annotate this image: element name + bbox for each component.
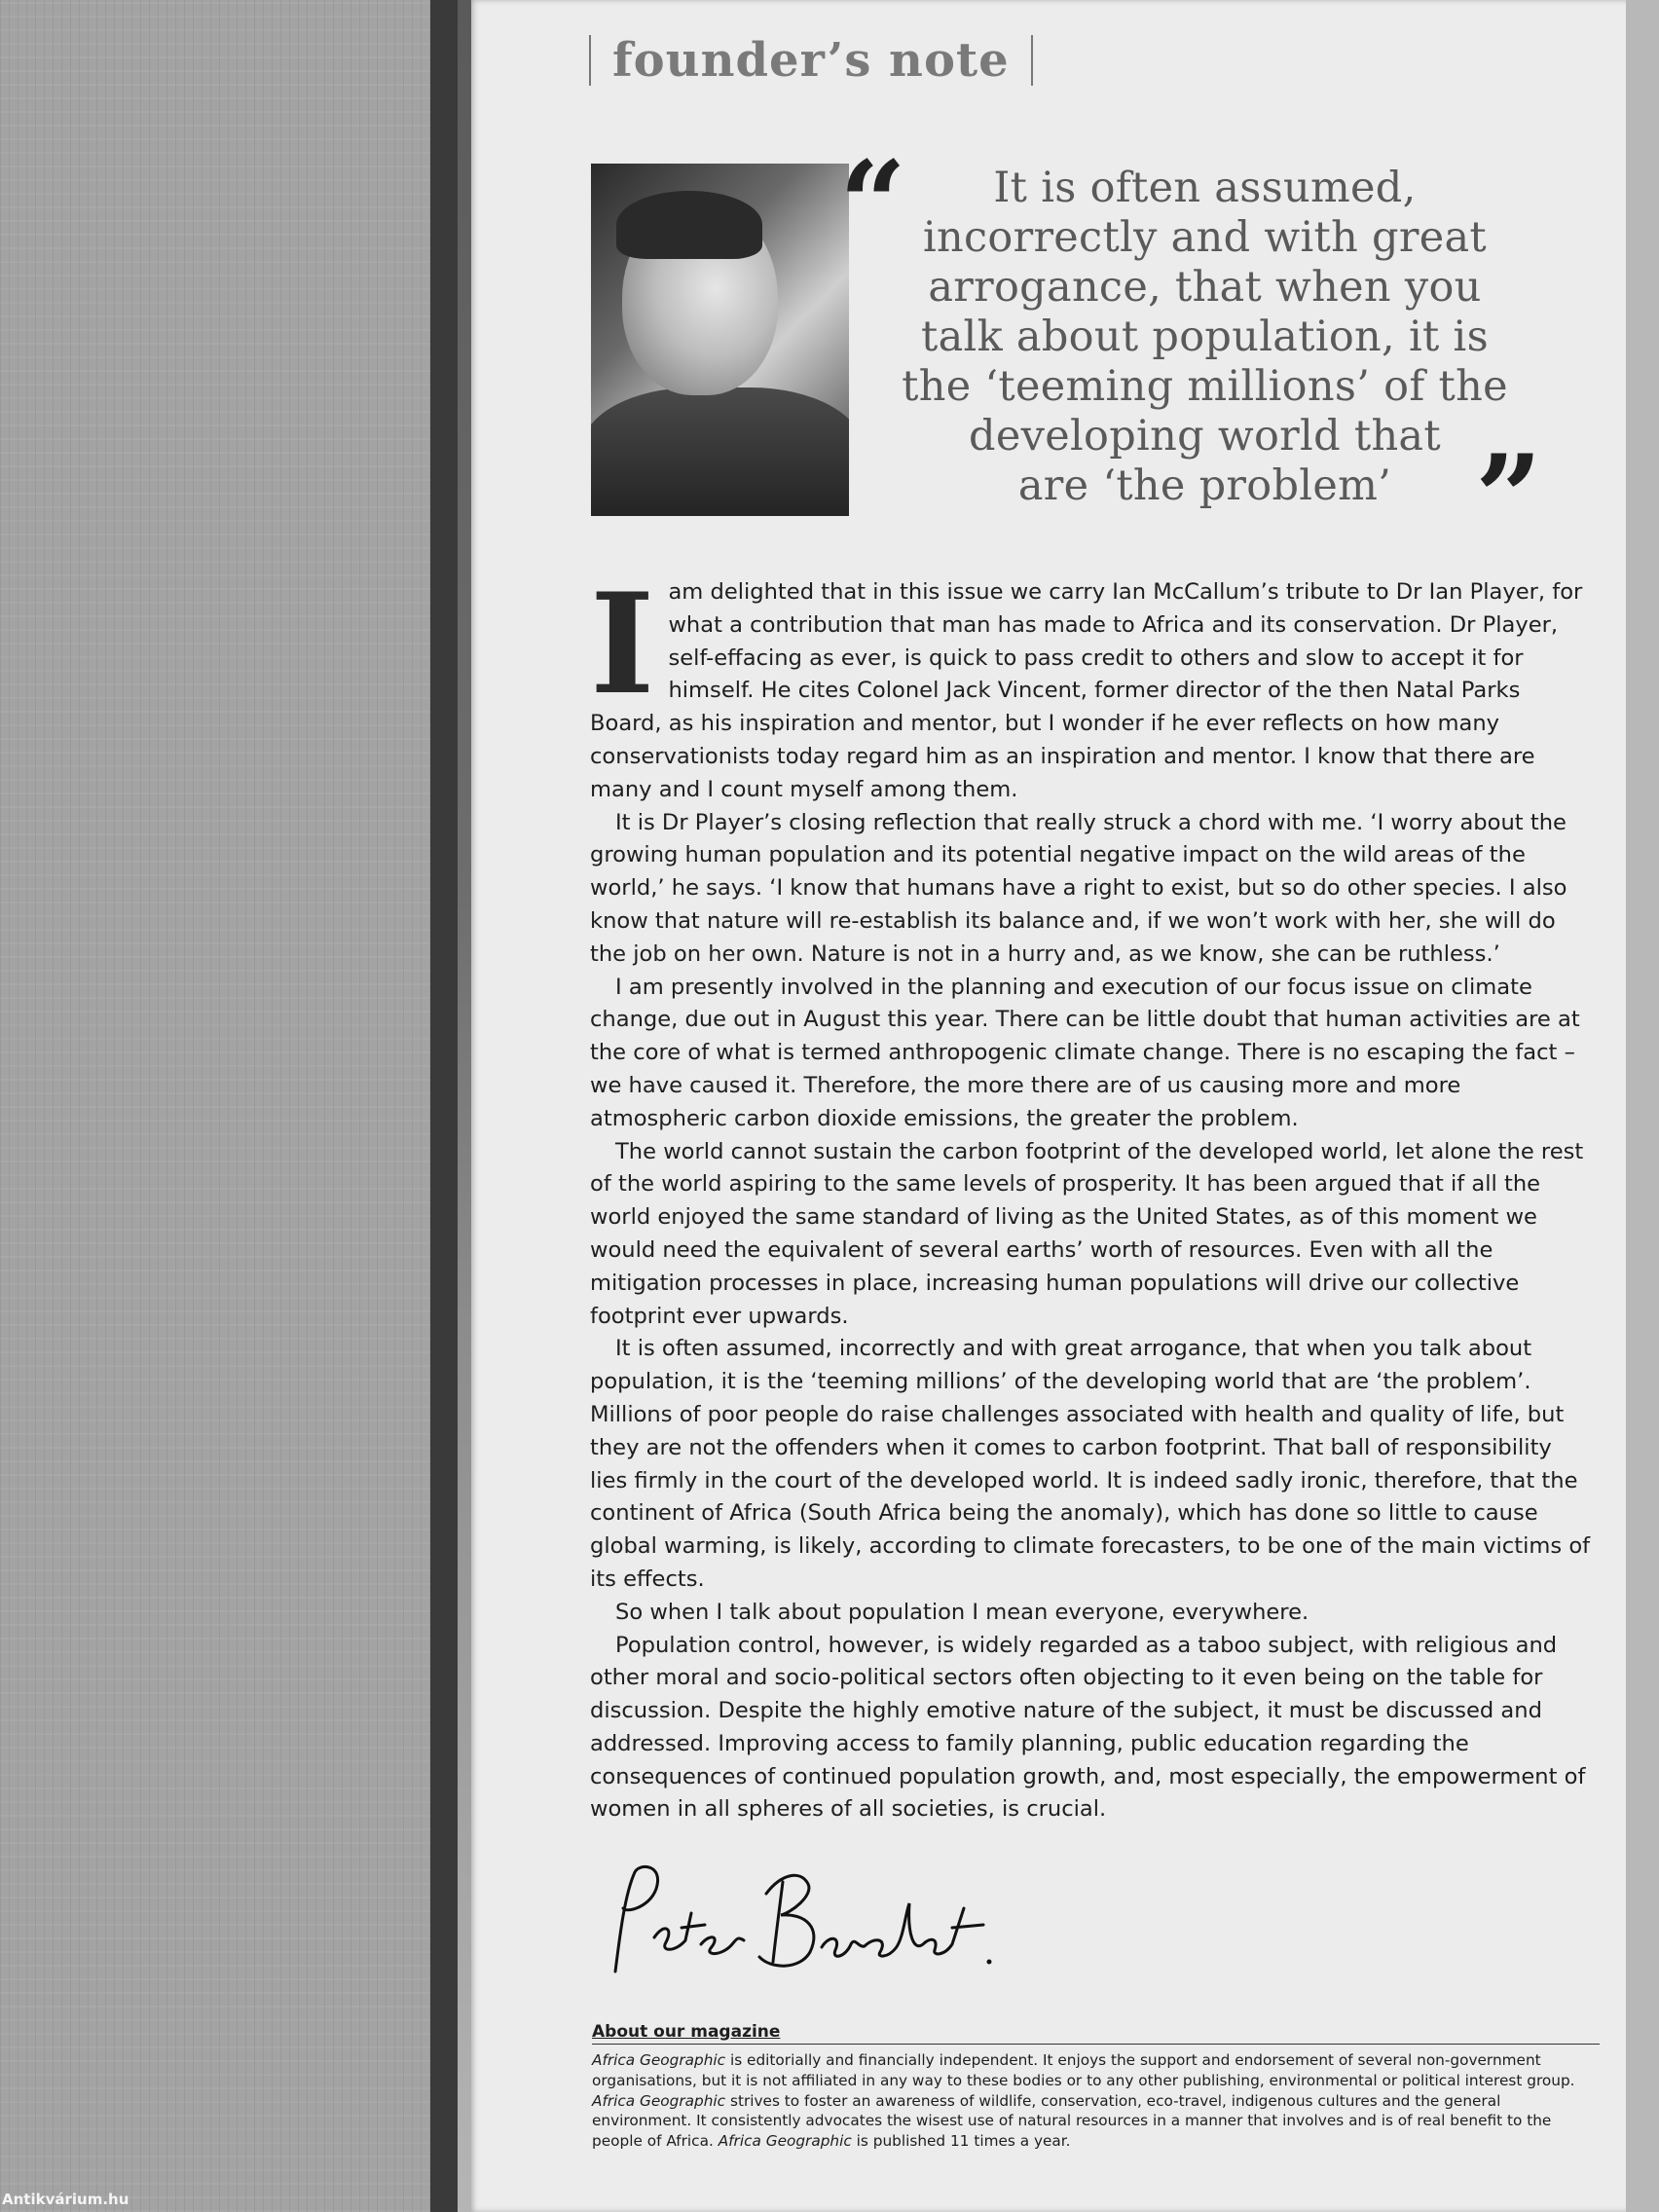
pull-quote-line: developing world that <box>969 412 1441 461</box>
close-quote-mark: ” <box>1475 429 1543 567</box>
page-edge <box>430 0 460 2212</box>
article-paragraph: It is often assumed, incorrectly and with great arrogance, that when you talk about population, it is the ‘teeming millions’ of the developing world that are ‘the problem’. Millions of poor people do raise challenges associated with health and quality of life, but they are not the offenders when it comes to carbon footprint. That ball of responsibility lies firmly in the court of the developed world. It is indeed sadly ironic, therefore, that the continent of Africa (South Africa being the anomaly), which has done so little to cause global warming, is likely, according to climate forecasters, to be one of the main victims of its effects. <box>590 1336 1591 1592</box>
about-box <box>592 2022 1600 2152</box>
author-portrait <box>591 164 849 516</box>
handwritten-signature <box>596 1855 1005 1986</box>
watermark: Antikvárium.hu <box>2 2191 129 2208</box>
open-quote-mark: “ <box>839 135 907 273</box>
article-body <box>590 564 1593 1826</box>
section-title: founder’s note <box>612 33 1010 88</box>
background-surface <box>0 0 433 2212</box>
pull-quote-line: are ‘the problem’ <box>1017 461 1392 510</box>
pull-quote-line: incorrectly and with great <box>922 213 1488 262</box>
page-right-edge <box>1626 0 1659 2212</box>
page-edge-strip <box>458 0 471 2212</box>
pull-quote-line: It is often assumed, <box>993 164 1417 212</box>
about-title: About our magazine <box>592 2022 1600 2045</box>
section-header <box>589 33 1033 88</box>
pull-quote-line: arrogance, that when you <box>928 263 1482 312</box>
article-paragraph: So when I talk about population I mean everyone, everywhere. <box>615 1599 1309 1625</box>
header-right-bar <box>1031 35 1033 86</box>
pull-quote-line: talk about population, it is <box>921 313 1489 361</box>
pull-quote <box>847 164 1563 511</box>
article-paragraph: I am presently involved in the planning and execution of our focus issue on climate change, due out in August this year. There can be little doubt that human activities are at the core of what is termed anthropogenic climate change. There is no escaping the fact – we have caused it. Therefore, the more there are of us causing more and more atmospheric carbon dioxide emissions, the greater the problem. <box>590 974 1580 1131</box>
article-paragraph: The world cannot sustain the carbon footprint of the developed world, let alone the rest of the world aspiring to the same levels of prosperity. It has been argued that if all the world enjoyed the same standard of living as the United States, as of this moment we would need the equivalent of several earths’ worth of resources. Even with all the mitigation processes in place, increasing human populations will drive our collective footprint ever upwards. <box>590 1138 1584 1329</box>
drop-cap: I <box>590 564 655 725</box>
article-paragraph: It is Dr Player’s closing reflection that really struck a chord with me. ‘I worry about the growing human population and its potential negative impact on the wild areas of the world,’ he says. ‘I know that humans have a right to exist, but so do other species. I also know that nature will re-establish its balance and, if we won’t work with her, she will do the job on her own. Nature is not in a hurry and, as we know, she can be ruthless.’ <box>590 809 1567 967</box>
pull-quote-line: the ‘teeming millions’ of the <box>902 362 1508 411</box>
article-paragraph: Population control, however, is widely regarded as a taboo subject, with religious and other moral and socio-political sectors often objecting to it even being on the table for discussion. Despite the highly emotive nature of the subject, it must be discussed and addressed. Improving access to family planning, public education regarding the consequences of continued population growth, and, most especially, the empowerment of women in all spheres of all societies, is crucial. <box>590 1632 1586 1823</box>
article-paragraph: Iam delighted that in this issue we carry Ian McCallum’s tribute to Dr Ian Player, for what a contribution that man has made to Africa and its conservation. Dr Player, self-effacing as ever, is quick to pass credit to others and slow to accept it for himself. He cites Colonel Jack Vincent, former director of the then Natal Parks Board, as his inspiration and mentor, but I wonder if he ever reflects on how many conservationists today regard him as an inspiration and mentor. I know that there are many and I count myself among them. <box>590 564 1583 802</box>
about-text: Africa Geographic is editorially and financially independent. It enjoys the support and endorsement of several non-government organisations, but it is not affiliated in any way to these bodies or to any other publishing, environmental or political interest group. Africa Geographic strives to foster an awareness of wildlife, conservation, eco-travel, indigenous cultures and the general environment. It consistently advocates the wisest use of natural resources in a manner that involves and is of real benefit to the people of Africa. Africa Geographic is published 11 times a year. <box>592 2051 1575 2151</box>
